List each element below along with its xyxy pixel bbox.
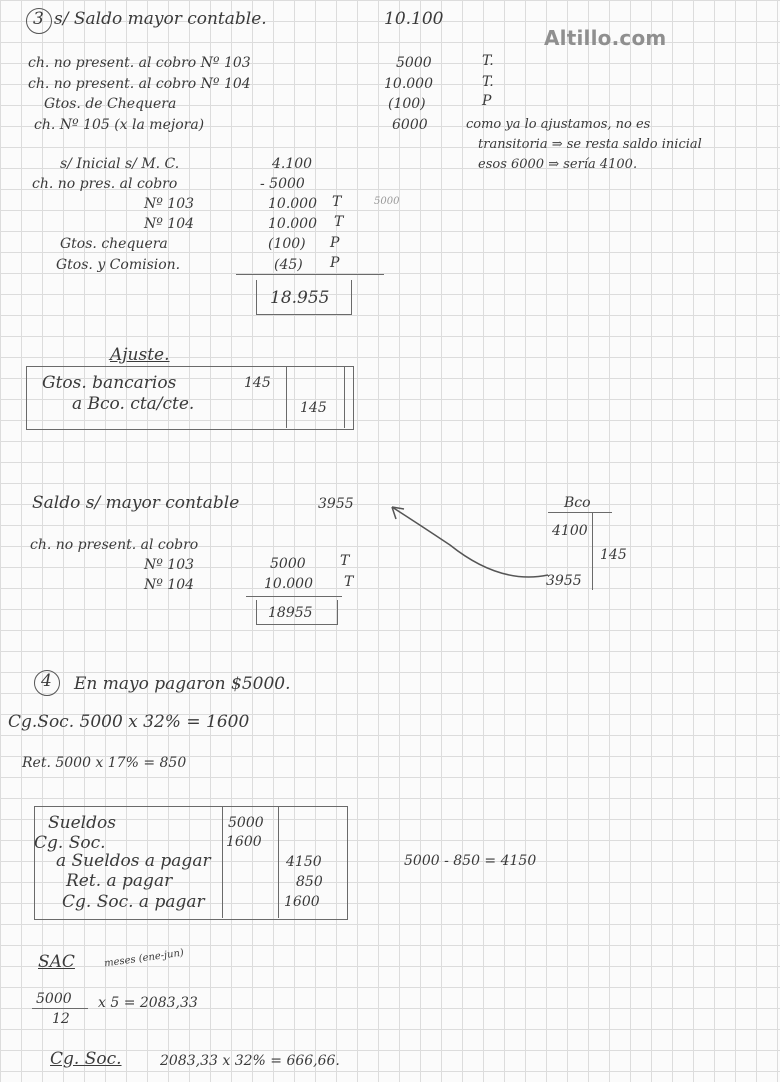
calc-103-label: Nº 103 [144,196,195,212]
journal-row-1-label: Sueldos [48,813,116,833]
ajuste-debit-value: 145 [244,375,271,391]
calc-gchq-value: (100) [268,236,306,252]
sac-rest: x 5 = 2083,33 [98,995,198,1011]
saldo2-104-mark: T [344,574,354,590]
calc-start-label: s/ Inicial s/ M. C. [60,156,180,172]
row-3-label: Gtos. de Chequera [44,96,177,112]
row-2-mark: T. [482,74,494,90]
saldo-mayor-label: s/ Saldo mayor contable. [54,9,267,29]
row-3-value: (100) [388,96,426,112]
section-4-title: En mayo pagaron $5000. [74,674,291,694]
saldo2-103-mark: T [340,553,350,569]
ajuste-credit-value: 145 [300,400,327,416]
calc-gcom-label: Gtos. y Comision. [56,257,181,273]
ajuste-credit-divider [344,366,345,428]
calc-103-mark: T [332,194,342,210]
bco-title: Bco [564,495,591,511]
note-line-3: esos 6000 ⇒ sería 4100. [478,157,638,172]
sac-cgsoc-calc: 2083,33 x 32% = 666,66. [160,1053,340,1069]
calc-start-value: 4.100 [272,156,313,172]
journal-row-5-label: Cg. Soc. a pagar [62,892,205,912]
calc-gchq-mark: P [330,235,340,251]
journal-debit-divider [222,806,223,918]
bco-vertical [592,512,593,590]
watermark-logo: Altillo.com [544,26,667,50]
saldo2-104-label: Nº 104 [144,577,195,593]
ajuste-debit-label: Gtos. bancarios [42,373,177,393]
calc-104-value: 10.000 [268,216,317,232]
calc-104-label: Nº 104 [144,216,195,232]
journal-row-4-label: Ret. a pagar [66,871,173,891]
calc-gcom-value: (45) [274,257,303,273]
calc-side-note: 5000 [374,196,400,207]
row-2-label: ch. no present. al cobro Nº 104 [28,76,251,92]
journal-row-3-label: a Sueldos a pagar [56,851,211,871]
calc-total-rule [236,274,384,275]
journal-row-1-debit: 5000 [228,815,264,831]
row-2-value: 10.000 [384,76,433,92]
side-calc: 5000 - 850 = 4150 [404,853,537,869]
saldo2-total-rule [246,596,342,597]
row-4-value: 6000 [392,117,428,133]
sac-numerator: 5000 [36,991,72,1007]
cgsoc-calc: Cg.Soc. 5000 x 32% = 1600 [8,712,250,732]
saldo2-103-value: 5000 [270,556,306,572]
ajuste-debit-divider [286,366,287,428]
row-4-label: ch. Nº 105 (x la mejora) [34,117,205,133]
journal-row-4-credit: 850 [296,874,323,890]
ajuste-credit-label: a Bco. cta/cte. [72,394,195,414]
calc-103-value: 10.000 [268,196,317,212]
journal-row-2-label: Cg. Soc. [34,833,106,853]
sac-fraction-bar [32,1008,88,1009]
row-3-mark: P [482,93,492,109]
journal-credit-divider [278,806,279,918]
calc-chq-value: - 5000 [260,176,305,192]
calc-gchq-label: Gtos. chequera [60,236,168,252]
section-3-number: 3 [33,9,44,29]
calc-104-mark: T [334,214,344,230]
saldo2-chq-label: ch. no present. al cobro [30,537,199,553]
note-line-1: como ya lo ajustamos, no es [466,117,651,132]
ret-calc: Ret. 5000 x 17% = 850 [22,755,187,771]
sac-denominator: 12 [52,1011,70,1027]
journal-row-5-credit: 1600 [284,894,320,910]
row-1-label: ch. no present. al cobro Nº 103 [28,55,251,71]
bco-bottom-value: 3955 [546,573,582,589]
bco-top-value: 4100 [552,523,588,539]
calc-gcom-mark: P [330,255,340,271]
sac-title: SAC [38,952,75,972]
saldo2-total-value: 18955 [268,605,313,621]
saldo-mayor-value: 10.100 [384,9,444,29]
calc-chq-label: ch. no pres. al cobro [32,176,178,192]
saldo2-103-label: Nº 103 [144,557,195,573]
bco-top-rule [548,512,612,513]
ajuste-title: Ajuste. [110,345,170,365]
saldo2-label: Saldo s/ mayor contable [32,493,240,513]
note-line-2: transitoria ⇒ se resta saldo inicial [478,137,702,152]
section-4-number: 4 [41,671,52,691]
sac-cgsoc-label: Cg. Soc. [50,1049,122,1069]
row-1-value: 5000 [396,55,432,71]
saldo2-104-value: 10.000 [264,576,313,592]
sac-months-note: meses (ene-jun) [103,947,185,970]
journal-row-2-debit: 1600 [226,834,262,850]
calc-total-value: 18.955 [270,288,330,308]
row-1-mark: T. [482,53,494,69]
bco-minus-value: 145 [600,547,627,563]
saldo2-value: 3955 [318,496,354,512]
journal-row-3-credit: 4150 [286,854,322,870]
arrow-icon [380,495,570,595]
